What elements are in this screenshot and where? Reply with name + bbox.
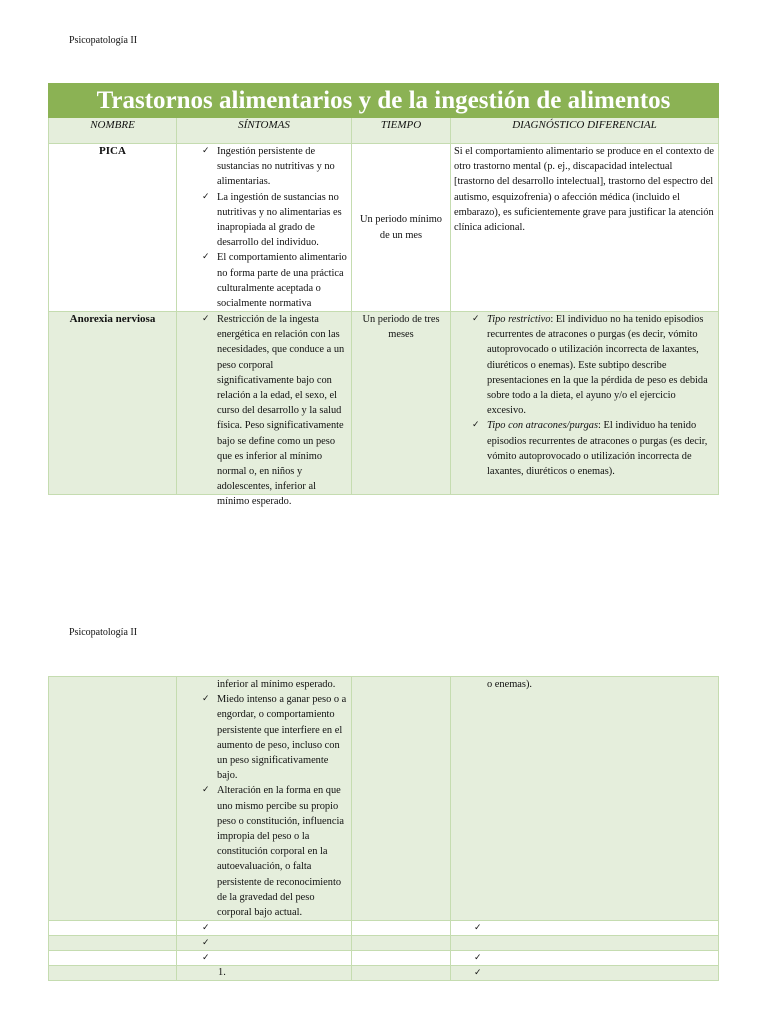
symptom-item: ✓ Miedo intenso a ganar peso o a engordar, o comportamiento persistente que interfiere en el aumento de peso, incluso con un peso significativamente bajo. bbox=[217, 692, 348, 783]
differential-cell-continued bbox=[451, 677, 719, 921]
time-cell-pica: Un periodo mínimo de un mes bbox=[352, 144, 451, 312]
checkmark: ✓ bbox=[202, 953, 210, 964]
table-row bbox=[49, 921, 719, 936]
differential-continuation: o enemas). bbox=[487, 679, 533, 690]
symptom-continuation: inferior al mínimo esperado. bbox=[217, 679, 336, 690]
time-cell-empty bbox=[352, 677, 451, 921]
table-row-pica bbox=[49, 144, 719, 312]
symptom-item: ✓ Restricción de la ingesta energética en relación con las necesidades, que conduce a un peso corporal significativamente bajo con relación a la edad, el sexo, el curso del desarrollo y la salud física. Peso significativamente bajo se define como un peso que es inferior al mínimo normal o, en niños y adolescentes, inferior al mínimo esperado. bbox=[217, 312, 348, 510]
differential-cell-pica: Si el comportamiento alimentario se produce en el contexto de otro trastorno mental (p. ej., discapacidad intelectual [trastorno del desarrollo intelectual], trastorno del espectro del autismo, esquizofrenia) o afección médica (incluido el embarazo), es suficientemente grave para justificar la atención clínica adicional. bbox=[451, 144, 719, 312]
column-header-name: NOMBRE bbox=[49, 118, 177, 144]
table-row-anorexia bbox=[49, 312, 719, 495]
column-header-differential: DIAGNÓSTICO DIFERENCIAL bbox=[451, 118, 719, 144]
differential-item: ✓ Tipo con atracones/purgas: El individuo ha tenido episodios recurrentes de atracones o purgas (es decir, vómito autoprovocado o utilización incorrecta de laxantes, diuréticos o enemas). bbox=[487, 418, 715, 479]
subtype-label: Tipo restrictivo bbox=[487, 314, 551, 325]
checkmark: ✓ bbox=[202, 938, 210, 949]
symptoms-cell-continued bbox=[177, 677, 352, 921]
column-header-symptoms: SÍNTOMAS bbox=[177, 118, 352, 144]
disorder-name-pica: PICA bbox=[49, 144, 177, 312]
time-cell-anorexia: Un periodo de tres meses bbox=[352, 312, 451, 495]
page-header-course: Psicopatología II bbox=[69, 35, 138, 46]
disorder-name-empty bbox=[49, 677, 177, 921]
disorder-name-anorexia: Anorexia nerviosa bbox=[49, 312, 177, 495]
checkmark: ✓ bbox=[474, 923, 482, 934]
table-row bbox=[49, 936, 719, 951]
page-header-course-2: Psicopatología II bbox=[69, 627, 138, 638]
table-row bbox=[49, 951, 719, 966]
symptom-item: ✓ El comportamiento alimentario no forma parte de una práctica culturalmente aceptada o socialmente normativa bbox=[217, 250, 348, 311]
table-header-row bbox=[49, 118, 719, 144]
symptoms-cell-anorexia bbox=[177, 312, 352, 508]
symptom-item: ✓ Ingestión persistente de sustancias no nutritivas y no alimentarias. bbox=[217, 144, 348, 190]
subtype-label: Tipo con atracones/purgas bbox=[487, 420, 599, 432]
table-row bbox=[49, 966, 719, 981]
symptom-item: ✓ Alteración en la forma en que uno mismo percibe su propio peso o constitución, influencia impropia del peso o la constitución corporal en la autoevaluación, o falta persistente de reconocimiento de la gravedad del peso corporal bajo actual. bbox=[217, 783, 348, 920]
table-title: Trastornos alimentarios y de la ingestión de alimentos bbox=[49, 84, 719, 118]
column-header-time: TIEMPO bbox=[352, 118, 451, 144]
table-row-anorexia-continued bbox=[49, 677, 719, 921]
checkmark: ✓ bbox=[474, 953, 482, 964]
differential-cell-anorexia bbox=[451, 312, 719, 495]
differential-item: ✓ Tipo restrictivo: El individuo no ha tenido episodios recurrentes de atracones o purgas (es decir, vómito autoprovocado o utilización incorrecta de laxantes, diuréticos o enemas). Este subtipo describe presentaciones en la que la pérdida de peso es debida sobre todo a la dieta, el ayuno y/o el ejercicio excesivo. bbox=[487, 312, 715, 418]
numbered-item: 1. bbox=[218, 967, 226, 979]
checkmark: ✓ bbox=[202, 923, 210, 934]
checkmark: ✓ bbox=[474, 968, 482, 979]
disorders-table bbox=[48, 83, 719, 508]
symptoms-cell-pica bbox=[177, 144, 352, 312]
symptom-item: ✓ La ingestión de sustancias no nutritivas y no alimentarias es inapropiada al grado de desarrollo del individuo. bbox=[217, 190, 348, 251]
disorders-table-continued bbox=[48, 676, 719, 981]
